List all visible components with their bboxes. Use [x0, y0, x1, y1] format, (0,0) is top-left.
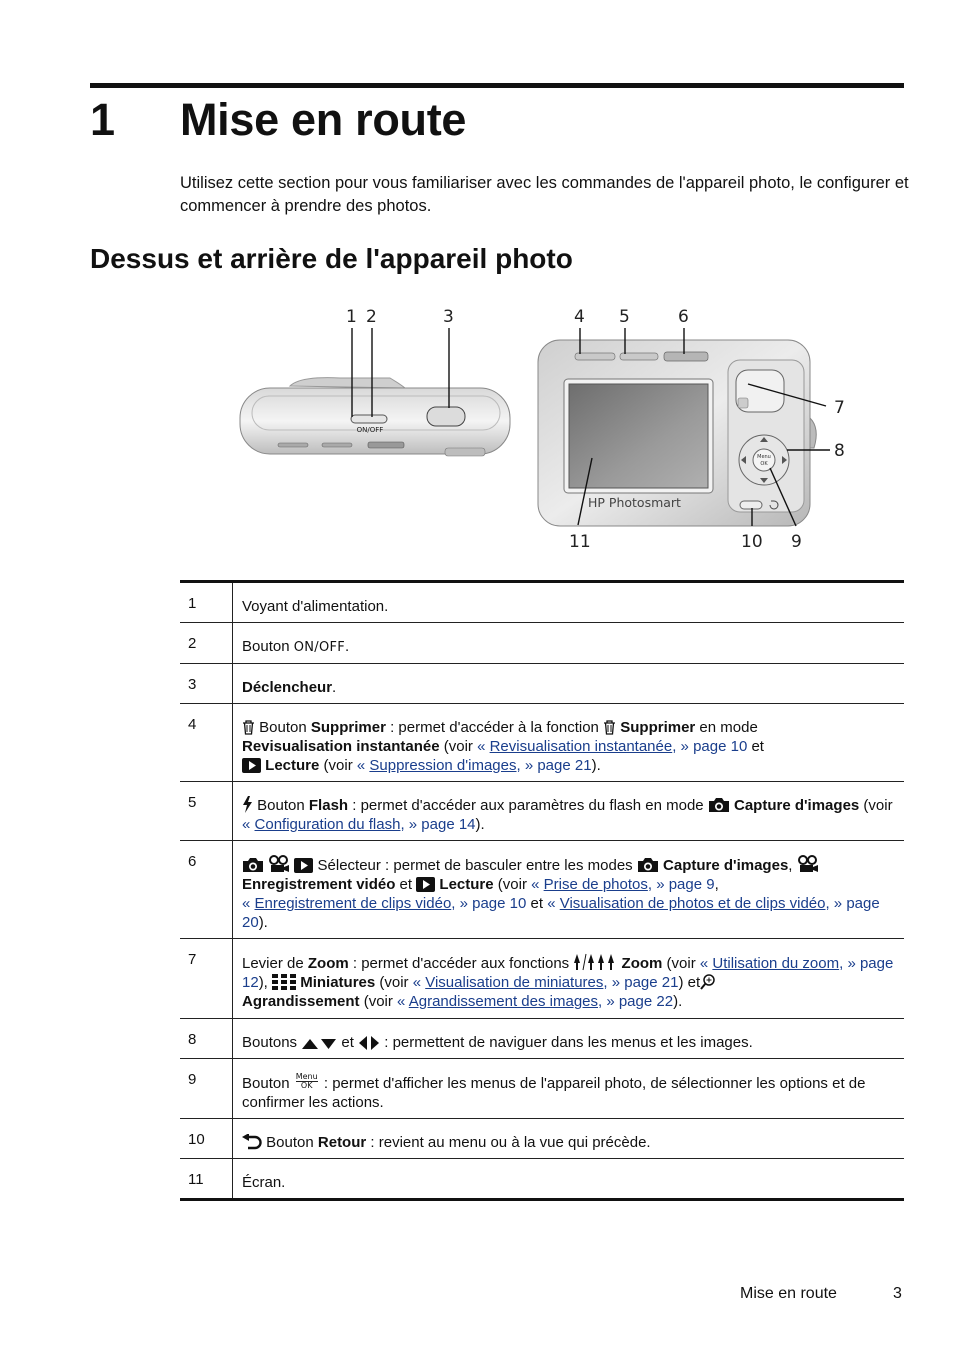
section-heading: Dessus et arrière de l'appareil photo [90, 243, 573, 274]
callout-9: 9 [791, 532, 802, 552]
table-row: 6 Sélecteur : permet de basculer entre les modes Capture d'images, Enregistrement vidéo et Lecture (voir « Prise de photos, » page 9, « Enregistrement de clips vidéo, » page 10 et « Visualisation de photos et de clips vidéo, » page 20). [180, 841, 904, 939]
link-revisualisation[interactable]: Revisualisation instantanée [489, 738, 673, 755]
table-row: 8 Boutons et : permettent de naviguer dans les menus et les images. [180, 1019, 904, 1059]
video-icon [268, 855, 290, 873]
callout-5: 5 [619, 307, 630, 327]
zoom-icon [573, 953, 617, 971]
callout-7: 7 [834, 398, 845, 418]
link-prise-photos[interactable]: Prise de photos [543, 876, 648, 893]
on-off-label: ON/OFF [293, 640, 346, 655]
table-row: 9 Bouton Menu OK : permet d'afficher les menus de l'appareil photo, de sélectionner les options et de confirmer les actions. [180, 1059, 904, 1119]
camera-icon [242, 857, 264, 873]
menu-ok-button-shape [753, 449, 775, 471]
callout-10: 10 [741, 532, 763, 552]
back-button-shape [740, 501, 762, 509]
svg-text:Menu: Menu [757, 454, 771, 460]
svg-text:OK: OK [760, 461, 768, 467]
playback-icon [242, 758, 261, 773]
table-row: 2 Bouton ON/OFF. [180, 623, 904, 664]
camera-top-view [240, 378, 510, 456]
callout-4: 4 [574, 307, 585, 327]
table-row: 7 Levier de Zoom : permet d'accéder aux fonctions Zoom (voir « Utilisation du zoom, » page 12), Miniatures (voir « Visualisation de miniatures, » page 21) et Agrandissement (voir « Agrandissement des images, » page 22). [180, 939, 904, 1019]
left-right-arrows-icon [358, 1036, 380, 1050]
camera-illustration [230, 298, 860, 558]
callout-1: 1 [346, 307, 357, 327]
footer-page-number: 3 [893, 1285, 902, 1302]
callout-2: 2 [366, 307, 377, 327]
playback-icon [416, 877, 435, 892]
callout-11: 11 [569, 532, 591, 552]
table-row: 5 Bouton Flash : permet d'accéder aux paramètres du flash en mode Capture d'images (voir « Configuration du flash, » page 14). [180, 782, 904, 841]
link-visualisation-photos[interactable]: Visualisation de photos et de clips vidéo [559, 895, 826, 912]
flash-icon [242, 796, 253, 813]
link-miniatures[interactable]: Visualisation de miniatures [425, 974, 604, 991]
up-down-arrows-icon [301, 1038, 337, 1050]
svg-text:HP Photosmart: HP Photosmart [588, 495, 681, 510]
chapter-number: 1 [90, 94, 115, 145]
camera-icon [708, 797, 730, 813]
footer-section-title: Mise en route [740, 1285, 837, 1302]
intro-paragraph: Utilisez cette section pour vous familiariser avec les commandes de l'appareil photo, le configurer et commencer à prendre des photos. [180, 174, 909, 215]
video-icon [797, 855, 819, 873]
chapter-rule [90, 83, 904, 88]
menu-ok-icon: Menu OK [295, 1072, 318, 1090]
table-row: 10 Bouton Retour : revient au menu ou à la vue qui précède. [180, 1119, 904, 1159]
link-enregistrement-video[interactable]: Enregistrement de clips vidéo [254, 895, 452, 912]
shutter-button-shape [427, 407, 465, 426]
callout-6: 6 [678, 307, 689, 327]
table-row: 11 Écran. [180, 1159, 904, 1200]
table-row: 3 Déclencheur. [180, 664, 904, 704]
controls-table [180, 580, 904, 1201]
link-agrandissement[interactable]: Agrandissement des images [408, 993, 598, 1010]
back-arrow-icon [242, 1134, 262, 1150]
link-suppression[interactable]: Suppression d'images [369, 757, 517, 774]
callout-3: 3 [443, 307, 454, 327]
link-zoom[interactable]: Utilisation du zoom [712, 955, 840, 972]
camera-back-view [538, 340, 816, 526]
magnify-icon [700, 974, 716, 990]
svg-text:ON/OFF: ON/OFF [356, 426, 384, 434]
trash-icon [603, 720, 616, 735]
chapter-title: Mise en route [180, 94, 467, 145]
power-button-shape [351, 415, 387, 423]
trash-icon [242, 720, 255, 735]
callout-8: 8 [834, 441, 845, 461]
camera-icon [637, 857, 659, 873]
thumbnails-icon [272, 974, 296, 990]
playback-icon [294, 858, 313, 873]
screen-shape [569, 384, 708, 488]
table-row: 1 Voyant d'alimentation. [180, 582, 904, 623]
link-flash[interactable]: Configuration du flash [254, 816, 401, 833]
table-row: 4 Bouton Supprimer : permet d'accéder à la fonction Supprimer en mode Revisualisation instantanée (voir « Revisualisation instantanée, » page 10 et Lecture (voir « Suppression d'images, » page 21). [180, 704, 904, 782]
